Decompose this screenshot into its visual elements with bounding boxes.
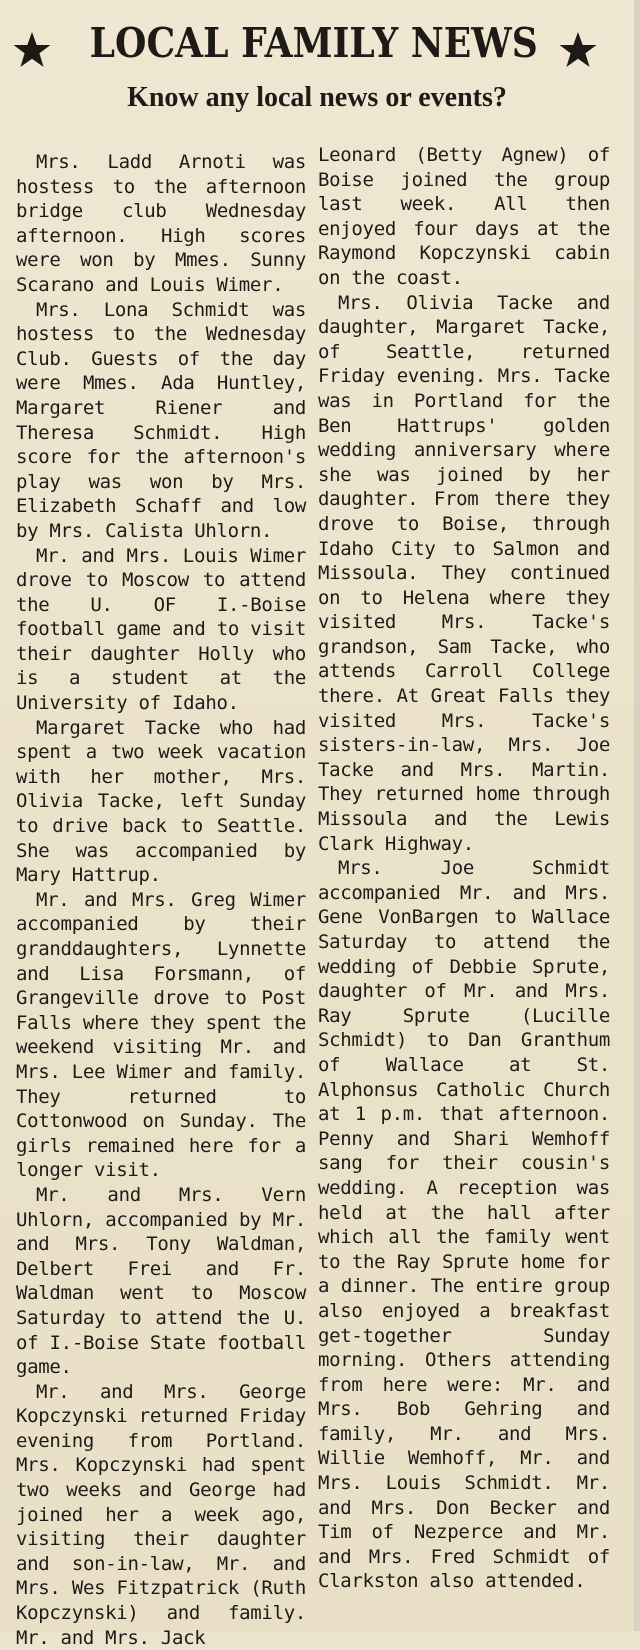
news-paragraph: Mr. and Mrs. George Kopczynski returned Friday evening from Portland. Mrs. Kopczynski had spent two weeks and George had joined her a week ago, visiting their daughter and son-in-law, Mr. and Mrs. Wes Fitzpatrick (Ruth Kopczynski) and family. Mr. and Mrs. Jack — [16, 1380, 306, 1649]
article-column-right — [318, 143, 610, 1594]
news-paragraph: Mrs. Joe Schmidt accompanied Mr. and Mrs. Gene VonBargen to Wallace Saturday to attend the wedding of Debbie Sprute, daughter of Mr. and Mrs. Ray Sprute (Lucille Schmidt) to Dan Granthum of Wallace at St. Alphonsus Catholic Church at 1 p.m. that afternoon. Penny and Shari Wemhoff sang for their cousin's wedding. A reception was held at the hall after which all the family went to the Ray Sprute home for a dinner. The entire group also enjoyed a breakfast get-together Sunday morning. Others attending from here were: Mr. and Mrs. Bob Gehring and family, Mr. and Mrs. Willie Wemhoff, Mr. and Mrs. Louis Schmidt. Mr. and Mrs. Don Becker and Tim of Nezperce and Mr. and Mrs. Fred Schmidt of Clarkston also attended. — [318, 857, 610, 1593]
subheadline: Know any local news or events? — [127, 82, 507, 113]
news-paragraph: Mrs. Olivia Tacke and daughter, Margaret Tacke, of Seattle, returned Friday evening. Mrs. Tacke was in Portland for the Ben Hattrups' golden wedding anniversary where she was joined by her daughter. From there they drove to Boise, through Idaho City to Salmon and Missoula. They continued on to Helena where they visited Mrs. Tacke's grandson, Sam Tacke, who attends Carroll College there. At Great Falls they visited Mrs. Tacke's sisters-in-law, Mrs. Joe Tacke and Mrs. Martin. They returned home through Missoula and the Lewis Clark Highway. — [318, 291, 610, 855]
news-paragraph: Mrs. Ladd Arnoti was hostess to the afternoon bridge club Wednesday afternoon. High scores were won by Mmes. Sunny Scarano and Louis Wimer. — [16, 151, 306, 296]
news-paragraph: Mrs. Lona Schmidt was hostess to the Wednesday Club. Guests of the day were Mmes. Ada Huntley, Margaret Riener and Theresa Schmidt. High score for the afternoon's play was won by Mrs. Elizabeth Schaff and low by Mrs. Calista Uhlorn. — [16, 298, 306, 542]
star-icon — [558, 30, 598, 70]
headline: LOCAL FAMILY NEWS — [89, 19, 538, 67]
masthead — [0, 12, 634, 74]
news-paragraph: Mr. and Mrs. Vern Uhlorn, accompanied by Mr. and Mrs. Tony Waldman, Delbert Frei and Fr. Waldman went to Moscow Saturday to attend the U. of I.-Boise State football game. — [16, 1183, 306, 1379]
news-paragraph: Mr. and Mrs. Louis Wimer drove to Moscow to attend the U. OF I.-Boise football game and to visit their daughter Holly who is a student at the University of Idaho. — [16, 544, 306, 715]
article-column-left — [16, 150, 306, 1650]
news-paragraph: Margaret Tacke who had spent a two week vacation with her mother, Mrs. Olivia Tacke, left Sunday to drive back to Seattle. She was accompanied by Mary Hattrup. — [16, 716, 306, 887]
news-paragraph: Leonard (Betty Agnew) of Boise joined the group last week. All then enjoyed four days at the Raymond Kopczynski cabin on the coast. — [318, 144, 610, 289]
news-paragraph: Mr. and Mrs. Greg Wimer accompanied by their granddaughters, Lynnette and Lisa Forsmann, of Grangeville drove to Post Falls where they spent the weekend visiting Mr. and Mrs. Lee Wimer and family. They returned to Cottonwood on Sunday. The girls remained here for a longer visit. — [16, 888, 306, 1182]
star-icon — [12, 30, 52, 70]
